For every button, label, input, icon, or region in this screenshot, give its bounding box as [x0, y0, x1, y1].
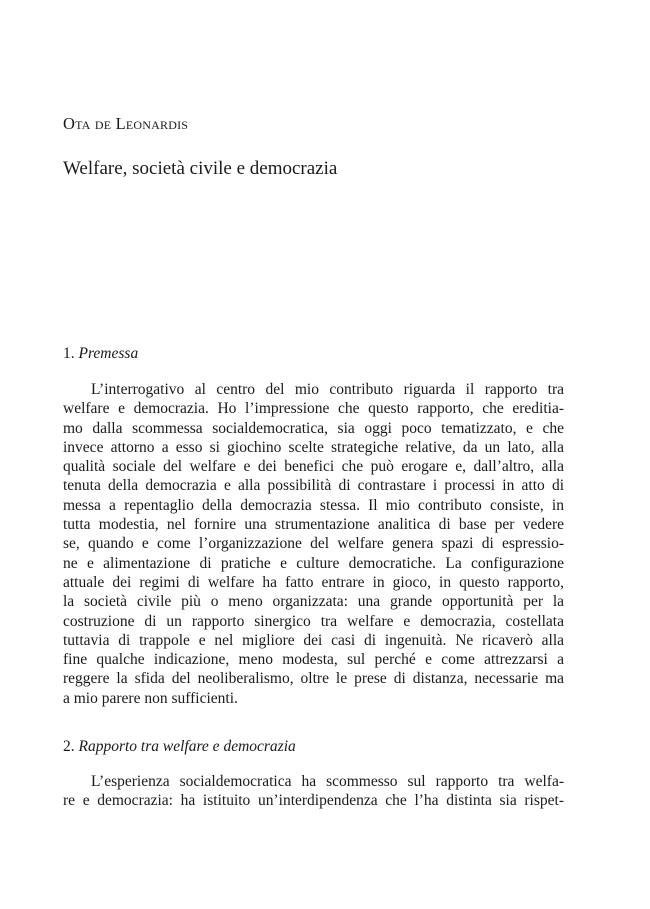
text-line: qualità sociale del welfare e dei benefici che può erogare e, dall’altro, alla [63, 458, 564, 476]
text-line: messa a repentaglio della democrazia stessa. Il mio contributo consiste, in [63, 496, 564, 514]
article-title: Welfare, società civile e democrazia [63, 158, 338, 179]
text-line: invece attorno a esso si giochino scelte strategiche relative, da un lato, alla [63, 438, 564, 456]
section-1-paragraph [63, 380, 564, 708]
text-line: costruzione di un rapporto sinergico tra welfare e democrazia, costellata [63, 612, 564, 630]
text-line: tutta modestia, nel fornire una strumentazione analitica di base per vedere [63, 516, 564, 534]
text-line: mo dalla scommessa socialdemocratica, sia oggi poco tematizzato, e che [63, 419, 564, 437]
text-line: fine qualche indicazione, meno modesta, sul perché e come attrezzarsi a [63, 651, 564, 669]
text-line: attuale dei regimi di welfare ha fatto entrare in gioco, in questo rapporto, [63, 573, 564, 591]
text-line: a mio parere non sufficienti. [63, 689, 238, 707]
section-title: Rapporto tra welfare e democrazia [78, 738, 296, 755]
text-line: la società civile più o meno organizzata: una grande opportunità per la [63, 593, 564, 611]
section-number: 1. [63, 345, 75, 362]
section-2-paragraph [63, 772, 564, 811]
text-line: tuttavia di trappole e nel migliore dei casi di ingenuità. Ne ricaverò alla [63, 631, 564, 649]
text-line: se, quando e come l’organizzazione del welfare genera spazi di espressio- [63, 535, 564, 553]
text-line: reggere la sfida del neoliberalismo, oltre le prese di distanza, necessarie ma [63, 670, 564, 688]
text-line: L’esperienza socialdemocratica ha scommesso sul rapporto tra welfa- [91, 773, 564, 790]
section-number: 2. [63, 738, 75, 755]
text-line: L’interrogativo al centro del mio contributo riguarda il rapporto tra [91, 381, 564, 398]
author-name: Ota de Leonardis [63, 114, 189, 133]
text-line: tenuta della democrazia e alla possibilità di contrastare i processi in atto di [63, 477, 564, 495]
text-line: ne e alimentazione di pratiche e culture democratiche. La configurazione [63, 554, 564, 572]
text-line: welfare e democrazia. Ho l’impressione che questo rapporto, che ereditia- [63, 400, 564, 418]
text-line: re e democrazia: ha istituito un’interdipendenza che l’ha distinta sia rispet- [63, 792, 564, 810]
section-heading-2 [63, 738, 296, 756]
section-heading-1 [63, 345, 138, 363]
section-title: Premessa [78, 345, 139, 362]
